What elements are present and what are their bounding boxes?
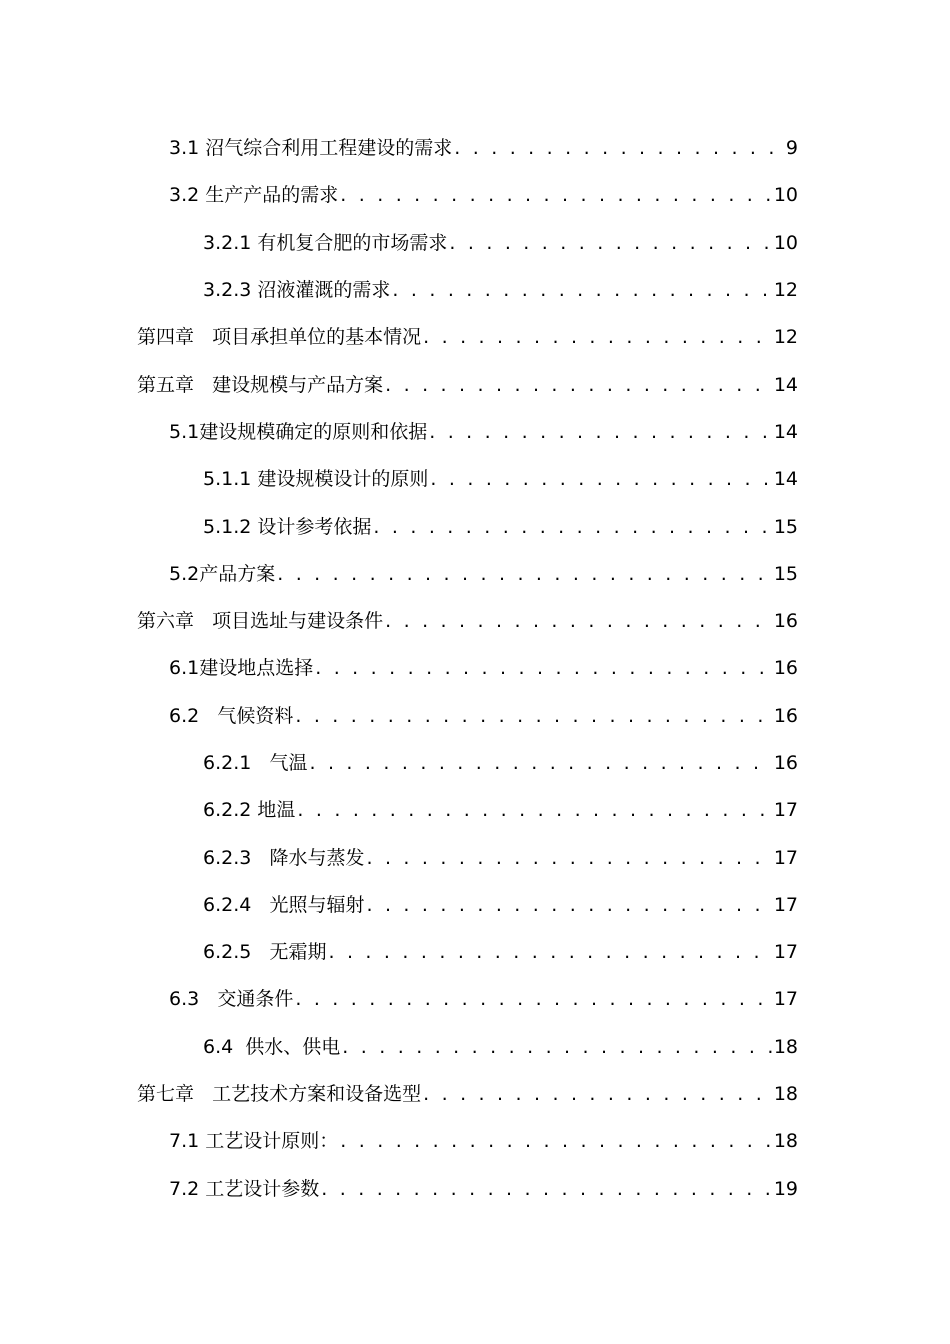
toc-entry-title: 3.2 生产产品的需求 xyxy=(169,184,339,207)
dot-leader xyxy=(328,943,771,962)
toc-entry[interactable] xyxy=(0,220,950,267)
dot-leader xyxy=(429,423,772,442)
toc-entry[interactable] xyxy=(0,267,950,314)
dot-leader xyxy=(295,990,771,1009)
toc-entry-title: 第六章 项目选址与建设条件 xyxy=(137,610,384,633)
toc-entry-title: 6.3 交通条件 xyxy=(169,988,294,1011)
dot-leader xyxy=(340,186,772,205)
dot-leader xyxy=(309,754,771,773)
toc-entry-title: 5.1建设规模确定的原则和依据 xyxy=(169,420,428,443)
toc-entry-page: 16 xyxy=(773,704,798,727)
toc-entry-page: 9 xyxy=(785,137,798,160)
toc-entry[interactable] xyxy=(0,503,950,550)
toc-entry-title: 6.2.4 光照与辐射 xyxy=(203,893,365,916)
dot-leader xyxy=(366,896,771,915)
dot-leader xyxy=(342,1038,772,1057)
toc-entry-page: 16 xyxy=(773,610,798,633)
toc-entry-title: 5.1.2 设计参考依据 xyxy=(203,515,372,538)
toc-entry-title: 3.2.3 沼液灌溉的需求 xyxy=(203,279,391,302)
toc-entry-page: 19 xyxy=(773,1177,798,1200)
toc-entry-page: 14 xyxy=(773,468,798,491)
toc-chapter-entry[interactable] xyxy=(0,361,950,408)
toc-entry-page: 10 xyxy=(773,231,798,254)
toc-entry-page: 16 xyxy=(773,657,798,680)
toc-entry-page: 12 xyxy=(773,326,798,349)
dot-leader xyxy=(385,612,772,631)
toc-entry-page: 10 xyxy=(773,184,798,207)
toc-entry[interactable] xyxy=(0,882,950,929)
toc-entry-page: 12 xyxy=(773,279,798,302)
toc-entry[interactable] xyxy=(0,787,950,834)
toc-entry-title: 6.2.3 降水与蒸发 xyxy=(203,846,365,869)
dot-leader xyxy=(454,139,784,158)
dot-leader xyxy=(315,659,772,678)
toc-entry-page: 16 xyxy=(773,752,798,774)
toc-entry[interactable] xyxy=(0,1166,950,1213)
table-of-contents xyxy=(0,125,950,1213)
toc-entry-page: 17 xyxy=(773,941,798,964)
dot-leader xyxy=(392,281,771,300)
toc-entry-title: 第五章 建设规模与产品方案 xyxy=(137,373,384,396)
toc-entry[interactable] xyxy=(0,645,950,692)
dot-leader xyxy=(430,470,771,489)
toc-entry-page: 17 xyxy=(773,988,798,1011)
dot-leader xyxy=(295,707,771,726)
toc-chapter-entry[interactable] xyxy=(0,1071,950,1118)
toc-entry[interactable] xyxy=(0,1118,950,1165)
toc-entry-page: 18 xyxy=(773,1130,798,1153)
toc-entry-title: 7.2 工艺设计参数 xyxy=(169,1177,320,1200)
dot-leader xyxy=(366,849,771,868)
toc-entry[interactable] xyxy=(0,456,950,503)
toc-chapter-entry[interactable] xyxy=(0,314,950,361)
toc-entry[interactable] xyxy=(0,693,950,740)
toc-entry-page: 18 xyxy=(773,1035,798,1058)
toc-entry[interactable] xyxy=(0,172,950,219)
toc-entry[interactable] xyxy=(0,976,950,1023)
toc-entry[interactable] xyxy=(0,740,950,787)
toc-entry[interactable] xyxy=(0,834,950,881)
toc-entry-title: 5.1.1 建设规模设计的原则 xyxy=(203,468,429,491)
toc-entry-page: 14 xyxy=(773,420,798,443)
toc-entry-page: 14 xyxy=(773,373,798,396)
toc-entry-title: 5.2产品方案 xyxy=(169,562,276,585)
toc-entry[interactable] xyxy=(0,551,950,598)
toc-entry-title: 3.1 沼气综合利用工程建设的需求 xyxy=(169,137,453,160)
toc-entry[interactable] xyxy=(0,409,950,456)
toc-entry-title: 6.4 供水、供电 xyxy=(203,1035,341,1058)
toc-entry-title: 3.2.1 有机复合肥的市场需求 xyxy=(203,231,448,254)
dot-leader xyxy=(423,328,772,347)
dot-leader xyxy=(385,376,772,395)
toc-entry-page: 15 xyxy=(773,562,798,585)
dot-leader xyxy=(340,1132,772,1151)
toc-entry-page: 17 xyxy=(773,893,798,916)
toc-entry[interactable] xyxy=(0,125,950,172)
dot-leader xyxy=(373,518,771,537)
toc-chapter-entry[interactable] xyxy=(0,598,950,645)
toc-entry[interactable] xyxy=(0,1024,950,1071)
toc-entry-title: 6.2.5 无霜期 xyxy=(203,941,327,964)
dot-leader xyxy=(449,234,771,253)
toc-entry-page: 15 xyxy=(773,515,798,538)
toc-entry-page: 17 xyxy=(773,846,798,869)
toc-entry-page: 18 xyxy=(773,1083,798,1106)
toc-entry-title: 第四章 项目承担单位的基本情况 xyxy=(137,326,422,349)
toc-entry-title: 6.2.1 气温 xyxy=(203,752,308,774)
toc-entry-title: 6.2.2 地温 xyxy=(203,799,296,822)
toc-entry[interactable] xyxy=(0,929,950,976)
toc-entry-title: 第七章 工艺技术方案和设备选型 xyxy=(137,1083,422,1106)
toc-entry-title: 6.2 气候资料 xyxy=(169,704,294,727)
dot-leader xyxy=(277,565,772,584)
toc-entry-page: 17 xyxy=(773,799,798,822)
toc-entry-title: 7.1 工艺设计原则： xyxy=(169,1130,339,1153)
toc-entry-title: 6.1建设地点选择 xyxy=(169,657,314,680)
dot-leader xyxy=(321,1180,772,1199)
dot-leader xyxy=(423,1085,772,1104)
dot-leader xyxy=(297,801,771,820)
